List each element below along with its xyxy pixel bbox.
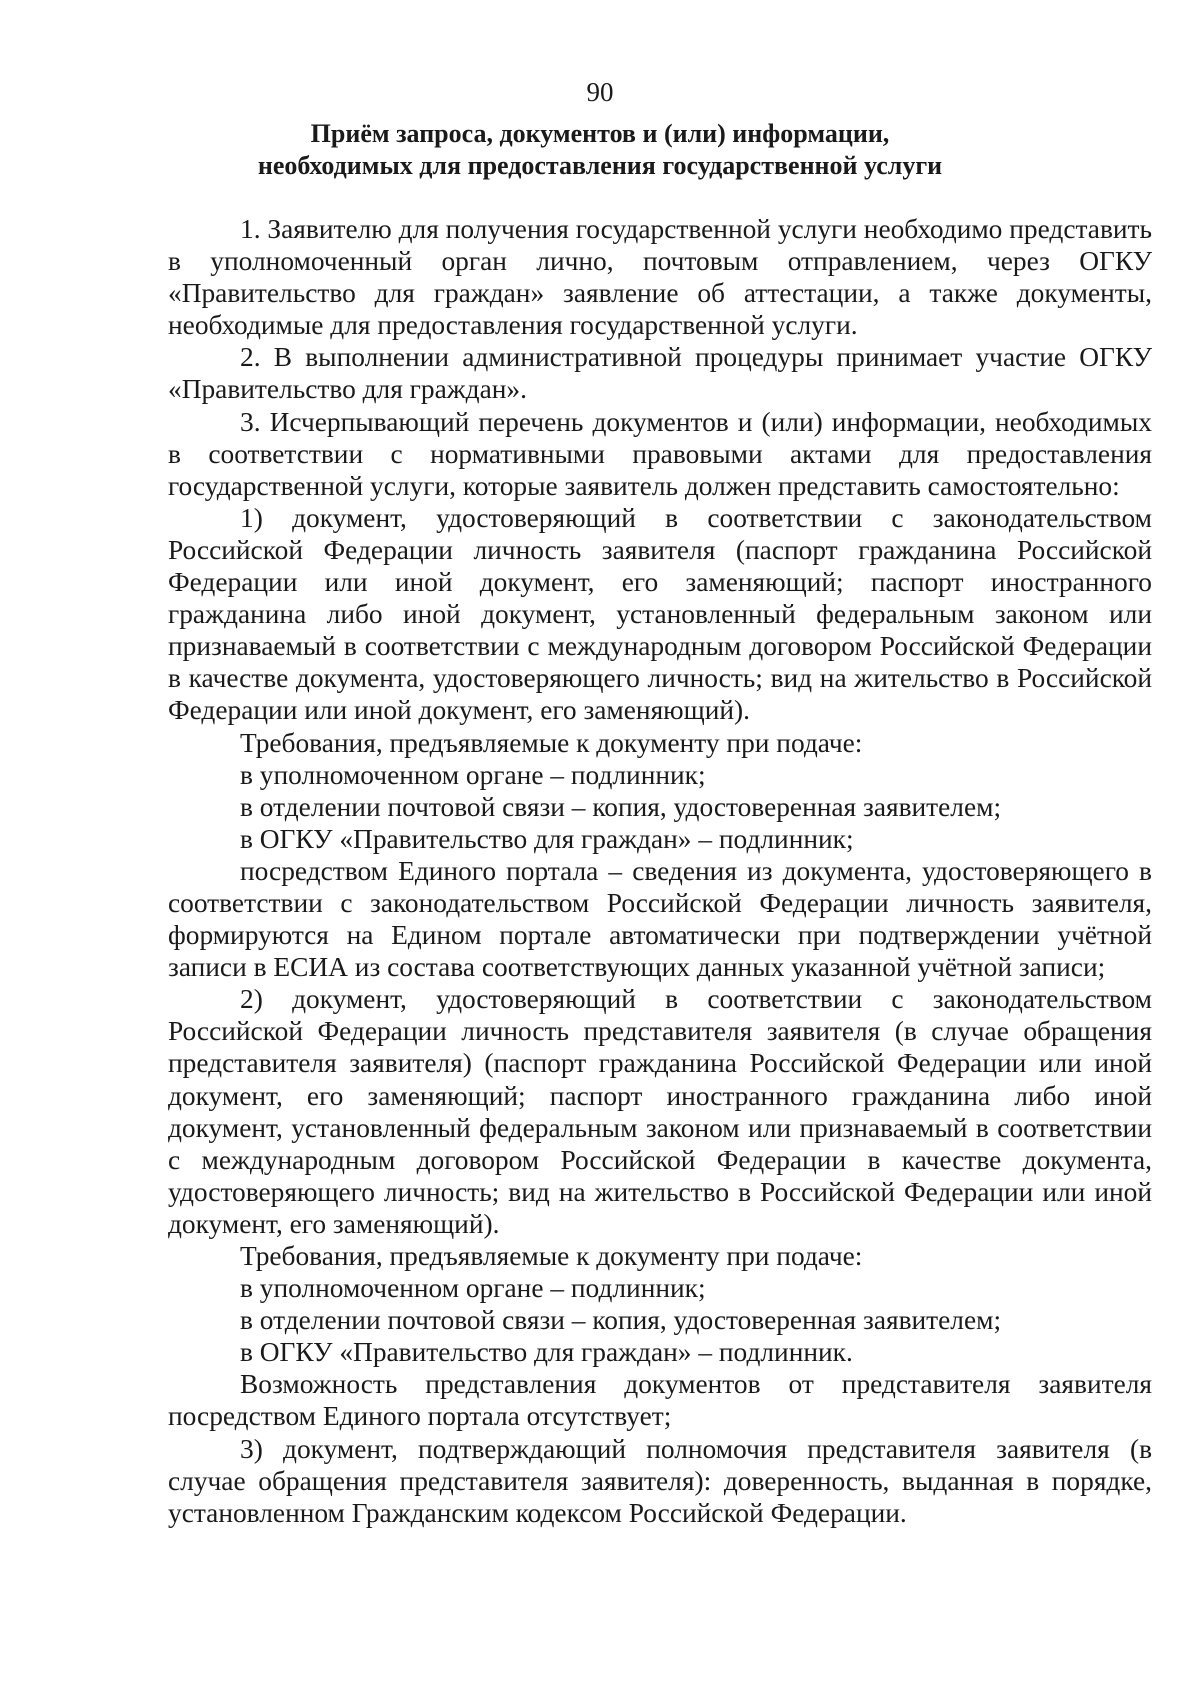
section-title-line-2: необходимых для предоставления государственной услуги xyxy=(257,151,943,180)
requirement-item: в уполномоченном органе – подлинник; xyxy=(240,1273,706,1304)
requirement-item: в отделении почтовой связи – копия, удостоверенная заявителем; xyxy=(240,1305,1002,1336)
paragraph: 1. Заявителю для получения государственной услуги необходимо представить в уполномоченный орган лично, почтовым отправлением, через ОГКУ «Правительство для граждан» заявление об аттестации, а также документы, необходимые для предоставления государственной услуги. xyxy=(168,214,1152,341)
section-title-line-1: Приём запроса, документов и (или) информации, xyxy=(310,119,890,148)
section-title xyxy=(168,118,1032,182)
document-body xyxy=(168,213,1152,1529)
paragraph: 3. Исчерпывающий перечень документов и (или) информации, необходимых в соответствии с нормативными правовыми актами для предоставления государственной услуги, которые заявитель должен представить самостоятельно: xyxy=(168,406,1152,501)
requirement-item: в ОГКУ «Правительство для граждан» – подлинник. xyxy=(240,1337,853,1368)
list-item: 1) документ, удостоверяющий в соответствии с законодательством Российской Федерации личность заявителя (паспорт гражданина Российской Федерации или иной документ, его заменяющий; паспорт иностранного гражданина либо иной документ, установленный федеральным законом или признаваемый в соответствии с международным договором Российской Федерации в качестве документа, удостоверяющего личность; вид на жительство в Российской Федерации или иной документ, его заменяющий). xyxy=(168,502,1152,726)
requirement-item: в отделении почтовой связи – копия, удостоверенная заявителем; xyxy=(240,791,1002,822)
list-item: 3) документ, подтверждающий полномочия представителя заявителя (в случае обращения представителя заявителя): доверенность, выданная в порядке, установленном Гражданским кодексом Российской Федерации. xyxy=(168,1433,1152,1528)
page-number: 90 xyxy=(586,77,614,107)
list-item: 2) документ, удостоверяющий в соответствии с законодательством Российской Федерации личность представителя заявителя (в случае обращения представителя заявителя) (паспорт гражданина Российской Федерации или иной документ, его заменяющий; паспорт иностранного гражданина либо иной документ, установленный федеральным законом или признаваемый в соответствии с международным договором Российской Федерации в качестве документа, удостоверяющего личность; вид на жительство в Российской Федерации или иной документ, его заменяющий). xyxy=(168,984,1152,1239)
requirement-item: в уполномоченном органе – подлинник; xyxy=(240,759,706,790)
requirement-item: в ОГКУ «Правительство для граждан» – подлинник; xyxy=(240,823,854,854)
paragraph: 2. В выполнении административной процедуры принимает участие ОГКУ «Правительство для граждан». xyxy=(168,342,1152,405)
requirements-heading: Требования, предъявляемые к документу при подаче: xyxy=(240,727,863,758)
paragraph: Возможность представления документов от представителя заявителя посредством Единого портала отсутствует; xyxy=(168,1369,1152,1432)
requirement-item: посредством Единого портала – сведения из документа, удостоверяющего в соответствии с законодательством Российской Федерации личность заявителя, формируются на Едином портале автоматически при подтверждении учётной записи в ЕСИА из состава соответствующих данных указанной учётной записи; xyxy=(168,855,1152,983)
requirements-heading: Требования, предъявляемые к документу при подаче: xyxy=(240,1241,863,1271)
